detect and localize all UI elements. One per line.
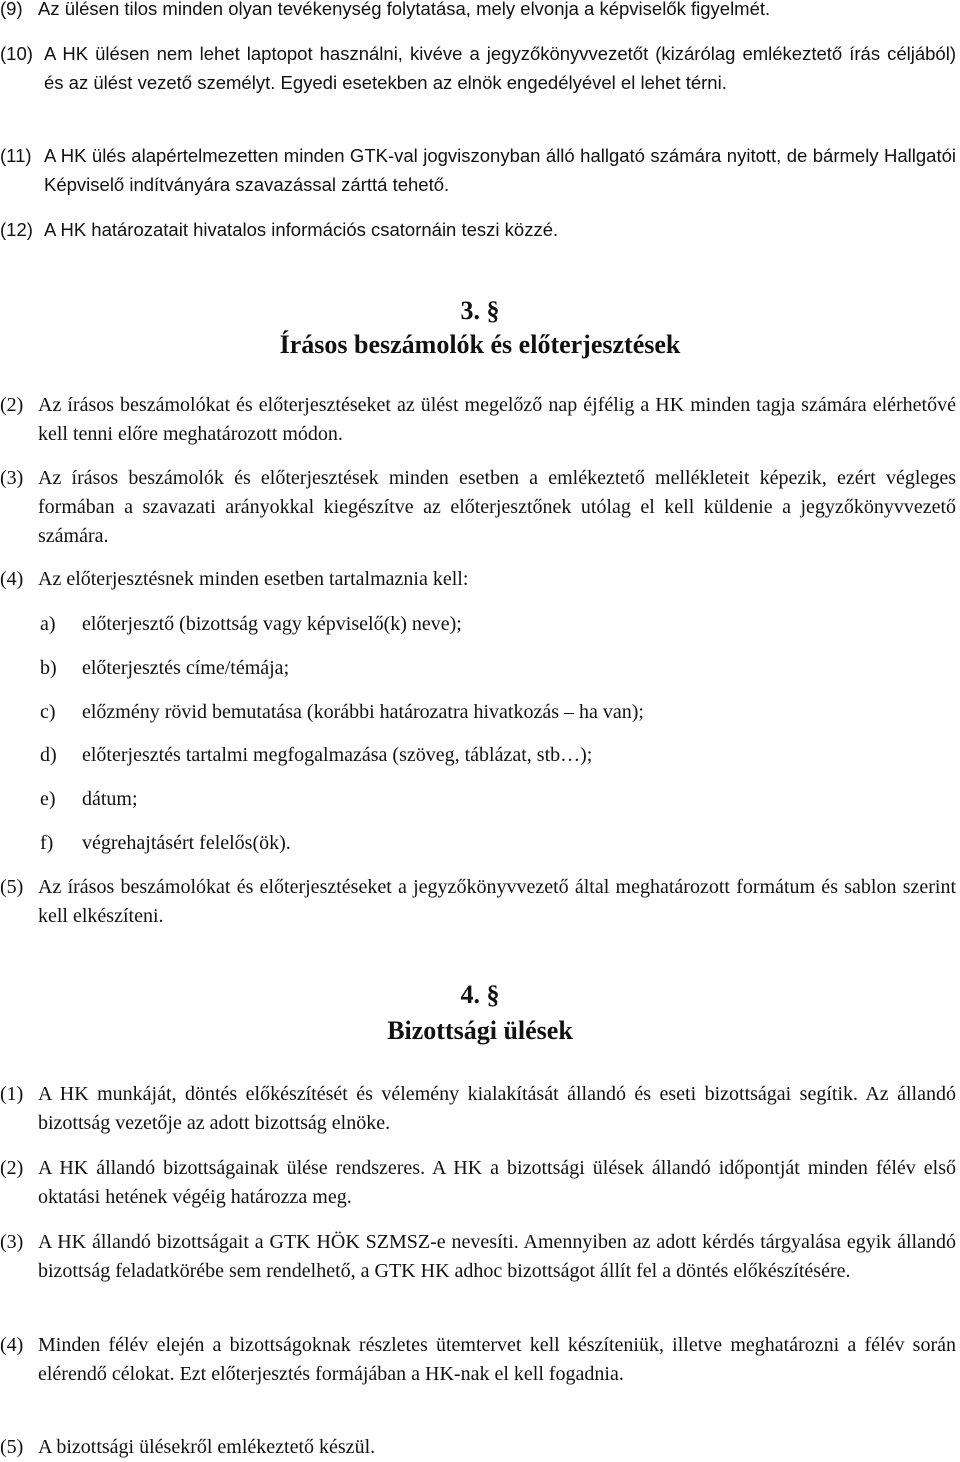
list-label: e): [40, 788, 56, 810]
list-label: d): [40, 744, 57, 766]
paragraph-number: (12): [0, 219, 33, 240]
paragraph-number: (5): [0, 876, 24, 898]
paragraph-3-2: [0, 391, 956, 449]
paragraph-number: (2): [0, 394, 24, 416]
paragraph-text: A HK munkáját, döntés előkészítését és vélemény kialakítását állandó és eseti bizottságai segítik. Az állandó bizottság vezetője az adott bizottság elnöke.: [38, 1083, 956, 1134]
paragraph-text: Az írásos beszámolók és előterjesztések minden esetben a emlékeztető mellékleteit képezik, ezért végleges formában a szavazati arányokkal kiegészítve az előterjesztőnek utólag el kell küldenie a jegyzőkönyvvezető számára.: [38, 467, 956, 547]
list-text: dátum;: [82, 788, 138, 810]
paragraph-12: [0, 215, 956, 244]
paragraph-number: (11): [0, 145, 32, 166]
paragraph-number: (1): [0, 1083, 24, 1105]
paragraph-number: (9): [0, 0, 23, 19]
list-label: c): [40, 701, 56, 723]
paragraph-text: Az ülésen tilos minden olyan tevékenység folytatása, mely elvonja a képviselők figyelmét.: [38, 0, 771, 19]
paragraph-3-5: [0, 873, 956, 931]
list-label: b): [40, 657, 57, 679]
paragraph-number: (10): [0, 43, 33, 64]
paragraph-4-5: [0, 1433, 956, 1462]
paragraph-number: (4): [0, 1334, 24, 1356]
paragraph-text: Az előterjesztésnek minden esetben tartalmaznia kell:: [38, 568, 469, 590]
list-text: végrehajtásért felelős(ök).: [82, 832, 291, 854]
paragraph-text: Az írásos beszámolókat és előterjesztéseket az ülést megelőző nap éjfélig a HK minden tagja számára elérhetővé kell tenni előre meghatározott módon.: [38, 394, 956, 445]
section-number: 4. §: [460, 980, 500, 1009]
list-text: előterjesztés címe/témája;: [82, 657, 290, 679]
paragraph-number: (5): [0, 1436, 24, 1458]
paragraph-4-1: [0, 1080, 956, 1138]
paragraph-4-4: [0, 1331, 956, 1389]
section-title: Bizottsági ülések: [387, 1016, 573, 1045]
paragraph-number: (4): [0, 568, 24, 590]
paragraph-number: (2): [0, 1157, 24, 1179]
paragraph-3-4: [0, 565, 956, 594]
paragraph-10: [0, 39, 956, 97]
paragraph-11: [0, 141, 956, 199]
list-item: [40, 785, 138, 814]
paragraph-9: [0, 0, 956, 23]
list-text: előterjesztés tartalmi megfogalmazása (szöveg, táblázat, stb…);: [82, 744, 593, 766]
paragraph-4-3: [0, 1228, 956, 1286]
list-label: f): [40, 832, 54, 854]
list-item: [40, 610, 462, 639]
list-item: [40, 698, 644, 727]
paragraph-text: Az írásos beszámolókat és előterjesztéseket a jegyzőkönyvvezető által meghatározott formátum és sablon szerint kell elkészíteni.: [38, 876, 956, 927]
paragraph-text: A HK állandó bizottságait a GTK HÖK SZMSZ-e nevesíti. Amennyiben az adott kérdés tárgyalása egyik állandó bizottság feladatkörébe sem rendelhető, a GTK HK adhoc bizottságot állít fel a döntés előkészítésére.: [38, 1231, 956, 1282]
list-item: [40, 654, 289, 683]
paragraph-text: Minden félév elején a bizottságoknak részletes ütemtervet kell készíteniük, illetve meghatározni a félév során elérendő célokat. Ezt előterjesztés formájában a HK-nak el kell fogadnia.: [38, 1334, 956, 1385]
list-text: előterjesztő (bizottság vagy képviselő(k) neve);: [82, 613, 462, 635]
paragraph-number: (3): [0, 467, 24, 489]
section-title: Írásos beszámolók és előterjesztések: [279, 330, 681, 359]
paragraph-4-2: [0, 1154, 956, 1212]
paragraph-text: A HK ülésen nem lehet laptopot használni, kivéve a jegyzőkönyvvezetőt (kizárólag emlékeztető írás céljából) és az ülést vezető személyt. Egyedi esetekben az elnök engedélyével el lehet térni.: [44, 43, 956, 93]
paragraph-text: A bizottsági ülésekről emlékeztető készül.: [38, 1436, 376, 1458]
list-item: [40, 829, 291, 858]
list-label: a): [40, 613, 56, 635]
paragraph-text: A HK határozatait hivatalos információs csatornáin teszi közzé.: [44, 219, 559, 240]
list-item: [40, 741, 592, 770]
paragraph-number: (3): [0, 1231, 24, 1253]
list-text: előzmény rövid bemutatása (korábbi határozatra hivatkozás – ha van);: [82, 701, 644, 723]
section-number: 3. §: [460, 296, 500, 325]
paragraph-text: A HK ülés alapértelmezetten minden GTK-val jogviszonyban álló hallgató számára nyitott, de bármely Hallgatói Képviselő indítványára szavazással zárttá tehető.: [44, 145, 956, 195]
paragraph-3-3: [0, 464, 956, 551]
paragraph-text: A HK állandó bizottságainak ülése rendszeres. A HK a bizottsági ülések állandó időpontját minden félév első oktatási hetének végéig határozza meg.: [38, 1157, 956, 1208]
